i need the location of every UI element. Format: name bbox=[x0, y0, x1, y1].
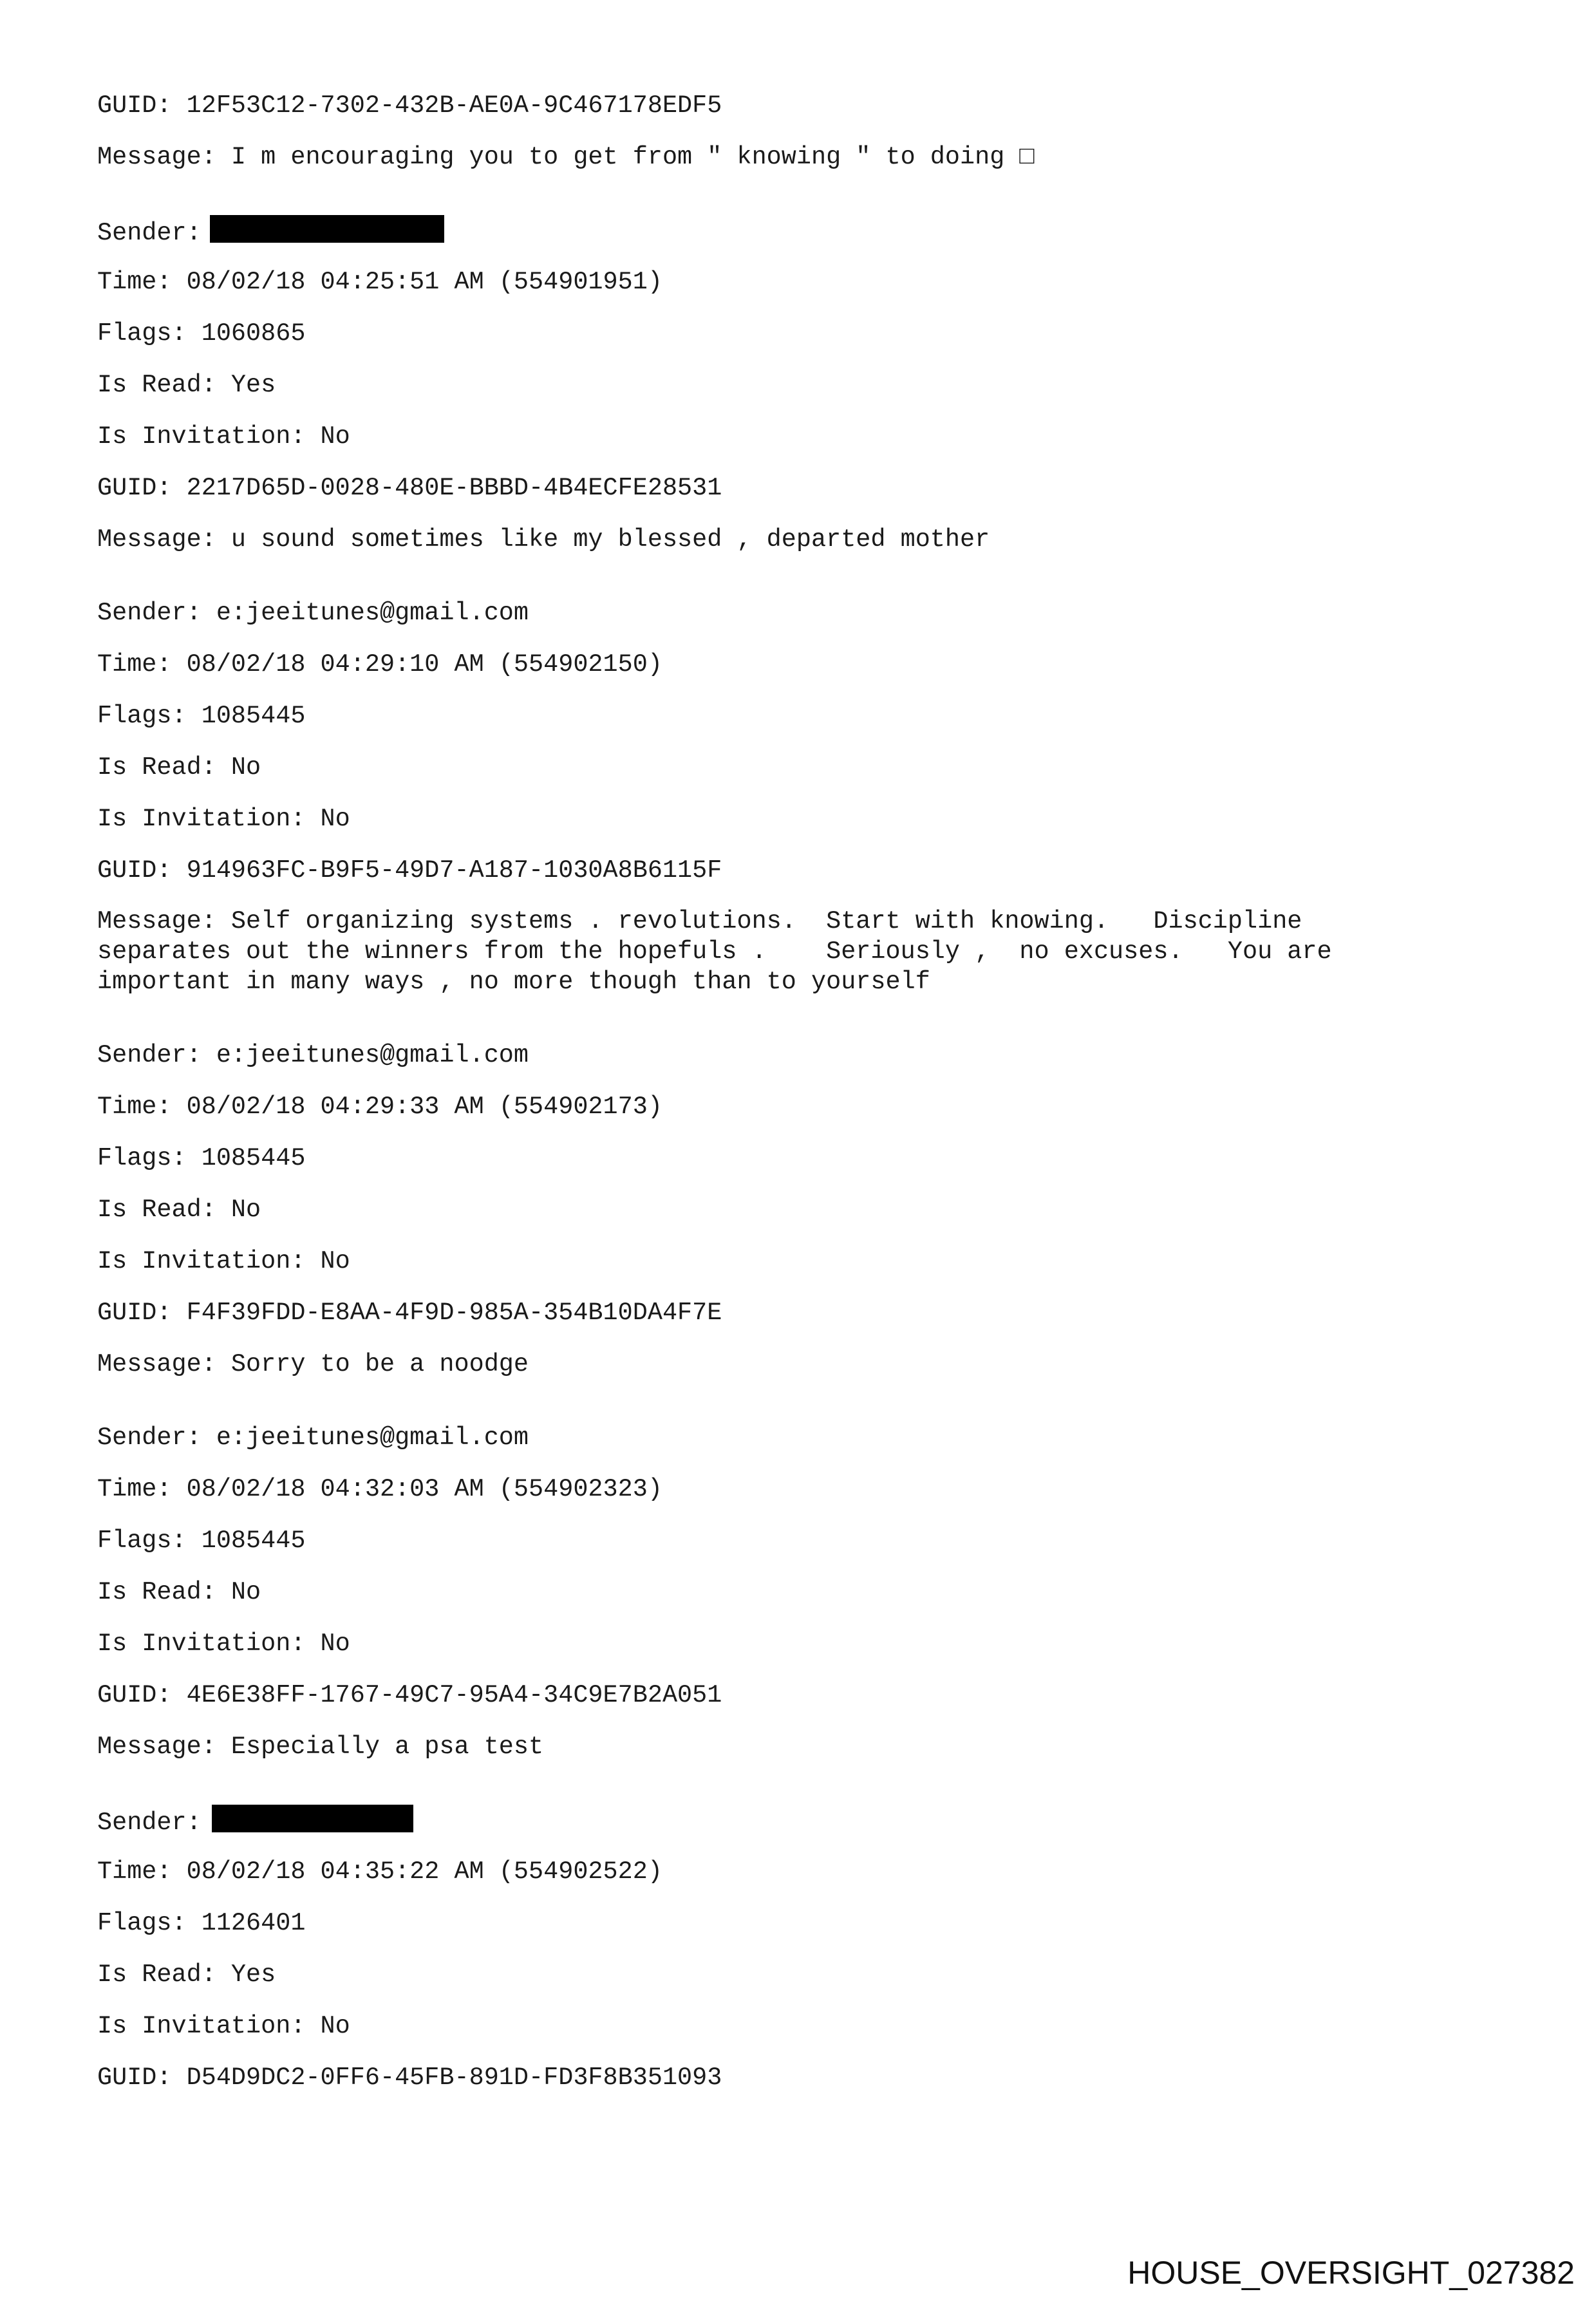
time-line: Time: 08/02/18 04:35:22 AM (554902522) bbox=[97, 1857, 662, 1886]
message-line: Message: Sorry to be a noodge bbox=[97, 1350, 529, 1378]
sender-line: Sender: e:jeeitunes@gmail.com bbox=[97, 1041, 529, 1069]
flags-line: Flags: 1085445 bbox=[97, 702, 306, 730]
is-invitation-line: Is Invitation: No bbox=[97, 805, 350, 833]
sender-line: Sender: e:jeeitunes@gmail.com bbox=[97, 1424, 529, 1452]
is-invitation-line: Is Invitation: No bbox=[97, 1630, 350, 1658]
flags-line: Flags: 1085445 bbox=[97, 1527, 306, 1555]
message-line: Message: Especially a psa test bbox=[97, 1733, 544, 1761]
is-read-line: Is Read: No bbox=[97, 1196, 261, 1224]
is-invitation-line: Is Invitation: No bbox=[97, 422, 350, 451]
guid-line: GUID: D54D9DC2-0FF6-45FB-891D-FD3F8B351093 bbox=[97, 2063, 722, 2092]
is-read-line: Is Read: No bbox=[97, 753, 261, 782]
sender-label: Sender: bbox=[97, 1809, 202, 1837]
time-line: Time: 08/02/18 04:32:03 AM (554902323) bbox=[97, 1475, 662, 1503]
redaction-bar bbox=[212, 1805, 413, 1832]
guid-line: GUID: 914963FC-B9F5-49D7-A187-1030A8B6115F bbox=[97, 856, 722, 885]
guid-line: GUID: 12F53C12-7302-432B-AE0A-9C467178EDF5 bbox=[97, 91, 722, 120]
message-block bbox=[97, 907, 1539, 997]
message-log bbox=[97, 90, 1539, 2093]
sender-line: Sender: e:jeeitunes@gmail.com bbox=[97, 599, 529, 627]
is-read-line: Is Read: Yes bbox=[97, 1960, 276, 1989]
guid-line: GUID: 2217D65D-0028-480E-BBBD-4B4ECFE28531 bbox=[97, 474, 722, 502]
flags-line: Flags: 1085445 bbox=[97, 1144, 306, 1172]
sender-line bbox=[97, 215, 1539, 246]
flags-line: Flags: 1060865 bbox=[97, 319, 306, 348]
sender-line bbox=[97, 1805, 1539, 1836]
is-invitation-line: Is Invitation: No bbox=[97, 1247, 350, 1275]
is-read-line: Is Read: Yes bbox=[97, 371, 276, 399]
is-invitation-line: Is Invitation: No bbox=[97, 2012, 350, 2040]
message-line: separates out the winners from the hopefuls . Seriously , no excuses. You are bbox=[97, 937, 1332, 966]
is-read-line: Is Read: No bbox=[97, 1578, 261, 1606]
flags-line: Flags: 1126401 bbox=[97, 1909, 306, 1937]
message-line: Message: u sound sometimes like my blessed , departed mother bbox=[97, 525, 990, 554]
message-line: Message: I m encouraging you to get from " knowing " to doing □ bbox=[97, 143, 1035, 171]
guid-line: GUID: 4E6E38FF-1767-49C7-95A4-34C9E7B2A051 bbox=[97, 1681, 722, 1709]
time-line: Time: 08/02/18 04:29:33 AM (554902173) bbox=[97, 1093, 662, 1121]
time-line: Time: 08/02/18 04:29:10 AM (554902150) bbox=[97, 650, 662, 679]
guid-line: GUID: F4F39FDD-E8AA-4F9D-985A-354B10DA4F7E bbox=[97, 1299, 722, 1327]
message-line: important in many ways , no more though than to yourself bbox=[97, 968, 930, 996]
time-line: Time: 08/02/18 04:25:51 AM (554901951) bbox=[97, 268, 662, 296]
redaction-bar bbox=[210, 215, 444, 243]
sender-label: Sender: bbox=[97, 219, 202, 247]
bates-number: HOUSE_OVERSIGHT_027382 bbox=[1127, 2255, 1575, 2291]
message-line: Message: Self organizing systems . revolutions. Start with knowing. Discipline bbox=[97, 907, 1302, 935]
